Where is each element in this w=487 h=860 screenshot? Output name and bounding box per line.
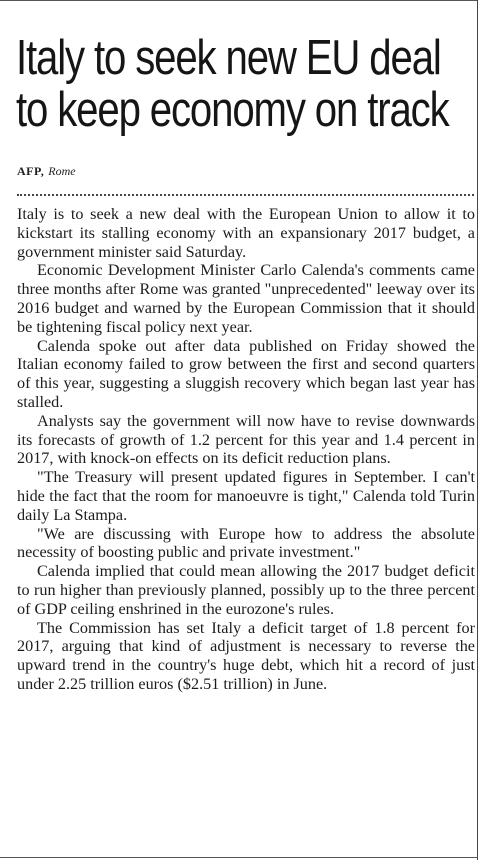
paragraph: "The Treasury will present updated figures in September. I can't hide the fact that the room for manoeuvre is tight," Calenda told Turin daily La Stampa. (17, 468, 475, 524)
article-headline (16, 31, 449, 137)
paragraph: Calenda implied that could mean allowing the 2017 budget deficit to run higher than previously planned, possibly up to the three percent of GDP ceiling enshrined in the eurozone's rules. (17, 562, 475, 618)
paragraph: Calenda spoke out after data published on Friday showed the Italian economy failed to grow between the first and second quarters of this year, suggesting a sluggish recovery which began last year has stalled. (17, 336, 475, 411)
bottom-border-rule (0, 857, 478, 858)
dotted-separator (17, 194, 474, 196)
headline-line-2: to keep economy on track (16, 83, 449, 137)
paragraph: "We are discussing with Europe how to address the absolute necessity of boosting public and private investment." (17, 524, 475, 562)
paragraph: Analysts say the government will now have to revise downwards its forecasts of growth of 1.2 percent for this year and 1.4 percent in 2017, with knock-on effects on its deficit reduction plans. (17, 411, 475, 468)
paragraph: Italy is to seek a new deal with the European Union to allow it to kickstart its stalling economy with an expansionary 2017 budget, a government minister said Saturday. (17, 205, 475, 261)
top-border-rule (0, 0, 478, 1)
headline-line-1: Italy to seek new EU deal (16, 31, 441, 85)
paragraph: The Commission has set Italy a deficit target of 1.8 percent for 2017, arguing that kind of adjustment is necessary to reverse the upward trend in the country's huge debt, which hit a record of just under 2.25 trillion euros ($2.51 trillion) in June. (17, 618, 475, 693)
column-border-rule (477, 0, 478, 860)
byline (17, 164, 76, 179)
byline-location: Rome (48, 164, 76, 178)
paragraph: Economic Development Minister Carlo Calenda's comments came three months after Rome was granted "unprecedented" leeway over its 2016 budget and warned by the European Commission that it should be tightening fiscal policy next year. (17, 261, 475, 336)
byline-agency: AFP, (17, 164, 45, 178)
article-body (17, 205, 475, 694)
